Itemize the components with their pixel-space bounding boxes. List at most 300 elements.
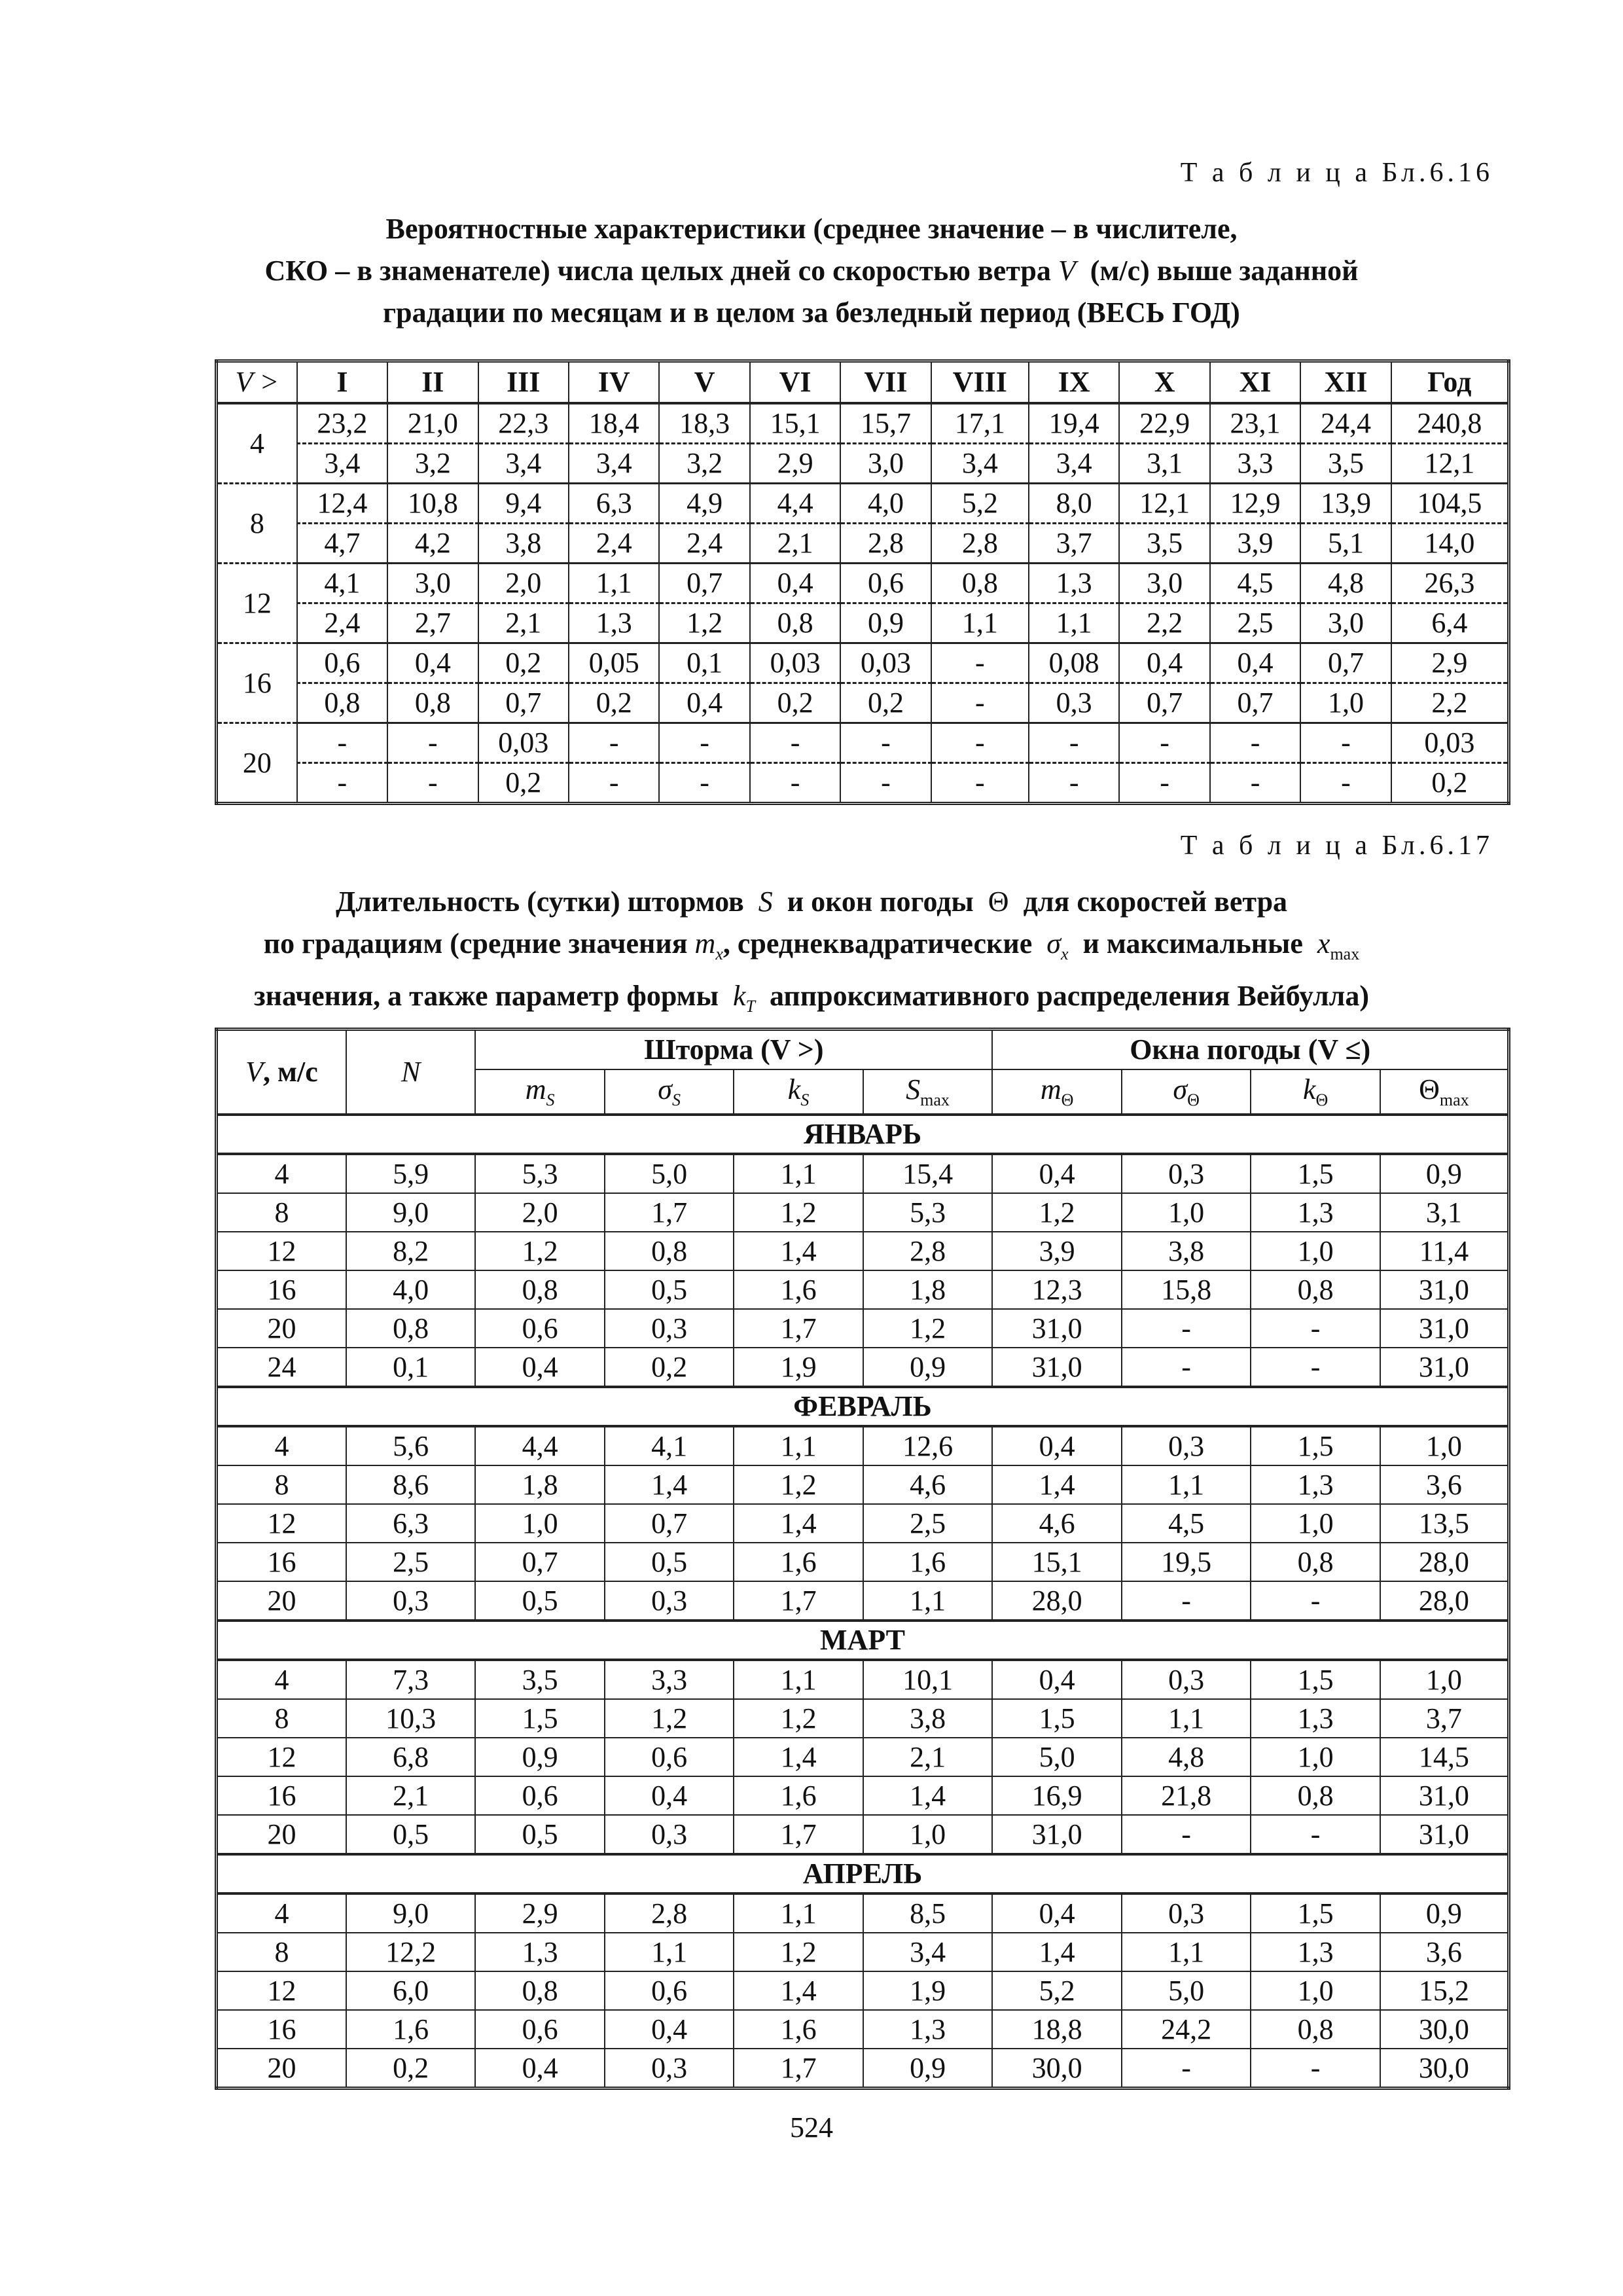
col-header-theta-max: $\Theta_{max}$	[1380, 1069, 1509, 1115]
table-cell: 1,6	[863, 1543, 993, 1581]
cell-std: 0,9	[840, 603, 931, 643]
cell-mean: 15,7	[840, 403, 931, 444]
table-cell: 31,0	[992, 1815, 1122, 1854]
cell-mean: 12,1	[1119, 484, 1209, 524]
cell-mean: -	[659, 723, 749, 763]
cell-mean: 15,1	[750, 403, 840, 444]
col-header-sigma-theta: $\sigma_\Theta$	[1122, 1069, 1251, 1115]
cell-mean: 0,4	[750, 564, 840, 603]
table-row	[217, 1543, 1509, 1581]
col-header-smax: $S_{max}$	[863, 1069, 993, 1115]
table-caption: Т а б л и ц а Бл.6.17	[1180, 831, 1493, 861]
table-cell: 0,6	[605, 1971, 734, 2010]
table-cell: 0,9	[863, 1348, 993, 1387]
table-cell: 0,8	[475, 1270, 604, 1309]
row-gradation: 20	[217, 723, 297, 804]
table-cell: 3,4	[863, 1933, 993, 1971]
cell-std: -	[1119, 763, 1209, 804]
table-cell: 31,0	[1380, 1815, 1509, 1854]
table-cell: 0,4	[475, 1348, 604, 1387]
table-cell: 0,2	[605, 1348, 734, 1387]
table-cell: 0,3	[605, 1581, 734, 1621]
table-cell: 1,3	[1251, 1465, 1380, 1504]
table-cell: 19,5	[1122, 1543, 1251, 1581]
cell-std: 0,7	[1119, 683, 1209, 723]
cell-std: 3,9	[1210, 524, 1300, 564]
cell-mean: -	[1300, 723, 1391, 763]
cell-std: -	[297, 763, 387, 804]
cell-mean: -	[931, 723, 1029, 763]
table-row	[217, 1426, 1509, 1465]
table-cell: 0,3	[1122, 1426, 1251, 1465]
col-header-month: VIII	[931, 361, 1029, 404]
cell-mean: 4,9	[659, 484, 749, 524]
table-cell: 28,0	[1380, 1543, 1509, 1581]
table-cell: 0,9	[863, 2049, 993, 2089]
table-cell: 12	[217, 1738, 346, 1776]
month-section-header: ФЕВРАЛЬ	[217, 1387, 1509, 1426]
table-cell: 2,1	[346, 1776, 476, 1815]
table-cell: 1,0	[1251, 1971, 1380, 2010]
table-cell: 3,6	[1380, 1465, 1509, 1504]
table-cell: 1,8	[475, 1465, 604, 1504]
table-cell: 2,5	[863, 1504, 993, 1543]
table-cell: -	[1251, 1581, 1380, 1621]
storm-duration-table	[215, 1028, 1510, 2090]
table-cell: 13,5	[1380, 1504, 1509, 1543]
table-cell: 1,9	[734, 1348, 863, 1387]
table-cell: 1,4	[734, 1232, 863, 1270]
title-line: Вероятностные характеристики (среднее значение – в числителе,	[385, 213, 1238, 245]
cell-mean: 0,03	[478, 723, 569, 763]
table-row	[217, 1193, 1509, 1232]
cell-std: 12,1	[1391, 444, 1509, 484]
table-cell: 30,0	[992, 2049, 1122, 2089]
cell-mean: 0,03	[1391, 723, 1509, 763]
table-cell: 30,0	[1380, 2049, 1509, 2089]
table-cell: 3,8	[863, 1699, 993, 1738]
table-cell: 1,1	[863, 1581, 993, 1621]
cell-std: 3,2	[659, 444, 749, 484]
cell-mean: -	[1029, 723, 1119, 763]
table-title	[0, 881, 1623, 1028]
table-cell: 0,6	[475, 1309, 604, 1348]
table-cell: 6,0	[346, 1971, 476, 2010]
col-header-month: VII	[840, 361, 931, 404]
cell-mean: 10,8	[387, 484, 478, 524]
cell-mean: 8,0	[1029, 484, 1119, 524]
table-cell: 1,3	[1251, 1933, 1380, 1971]
table-cell: 1,1	[605, 1933, 734, 1971]
col-header-month: I	[297, 361, 387, 404]
cell-std: 1,0	[1300, 683, 1391, 723]
cell-mean: 104,5	[1391, 484, 1509, 524]
table-cell: 0,3	[1122, 1893, 1251, 1933]
table-cell: 1,2	[992, 1193, 1122, 1232]
table-cell: -	[1251, 2049, 1380, 2089]
cell-std: 2,4	[659, 524, 749, 564]
table-cell: 1,5	[1251, 1426, 1380, 1465]
title-line: по градациям (средние значения $m_x$, среднеквадратические $\sigma_x$ и максимальные $x_{max}$	[263, 927, 1360, 963]
cell-std: 0,2	[478, 763, 569, 804]
table-row	[217, 1348, 1509, 1387]
cell-std: -	[931, 763, 1029, 804]
table-cell: 31,0	[992, 1348, 1122, 1387]
table-cell: 2,8	[863, 1232, 993, 1270]
cell-std: 3,0	[1300, 603, 1391, 643]
cell-std: -	[750, 763, 840, 804]
table-cell: 1,5	[1251, 1893, 1380, 1933]
cell-std: 3,0	[840, 444, 931, 484]
table-cell: 1,7	[734, 1815, 863, 1854]
table-cell: 1,3	[863, 2010, 993, 2049]
table-cell: 8,2	[346, 1232, 476, 1270]
cell-std: 2,8	[931, 524, 1029, 564]
cell-std: 1,1	[1029, 603, 1119, 643]
table-cell: 10,1	[863, 1660, 993, 1699]
table-cell: 28,0	[1380, 1581, 1509, 1621]
table-cell: 4,0	[346, 1270, 476, 1309]
table-cell: -	[1122, 1581, 1251, 1621]
cell-mean: -	[569, 723, 659, 763]
table-cell: 31,0	[1380, 1348, 1509, 1387]
cell-mean: 0,4	[1210, 643, 1300, 683]
cell-mean: 24,4	[1300, 403, 1391, 444]
cell-std: 1,2	[659, 603, 749, 643]
cell-std: 2,8	[840, 524, 931, 564]
cell-std: 2,4	[569, 524, 659, 564]
cell-std: 0,8	[387, 683, 478, 723]
table-cell: 1,2	[734, 1193, 863, 1232]
table-cell: 1,4	[605, 1465, 734, 1504]
table-cell: 0,4	[992, 1426, 1122, 1465]
cell-std: 0,2	[1391, 763, 1509, 804]
table-row	[217, 2010, 1509, 2049]
table-cell: 1,2	[734, 1699, 863, 1738]
table-cell: 1,8	[863, 1270, 993, 1309]
table-cell: 12,3	[992, 1270, 1122, 1309]
table-cell: 15,2	[1380, 1971, 1509, 2010]
table-cell: 30,0	[1380, 2010, 1509, 2049]
cell-mean: 17,1	[931, 403, 1029, 444]
table-cell: 2,5	[346, 1543, 476, 1581]
table-cell: 3,3	[605, 1660, 734, 1699]
table-cell: 1,6	[734, 1543, 863, 1581]
table-cell: 1,0	[1251, 1232, 1380, 1270]
table-cell: 8,5	[863, 1893, 993, 1933]
cell-std: 4,2	[387, 524, 478, 564]
table-cell: 0,3	[605, 2049, 734, 2089]
table-cell: 3,6	[1380, 1933, 1509, 1971]
table-cell: 0,7	[605, 1504, 734, 1543]
table-cell: 5,0	[605, 1154, 734, 1193]
table-cell: 1,3	[1251, 1193, 1380, 1232]
cell-std: 0,3	[1029, 683, 1119, 723]
cell-mean: 0,08	[1029, 643, 1119, 683]
cell-mean: -	[297, 723, 387, 763]
cell-mean: 9,4	[478, 484, 569, 524]
table-cell: 1,1	[734, 1426, 863, 1465]
cell-mean: 0,1	[659, 643, 749, 683]
cell-mean: 0,4	[387, 643, 478, 683]
table-cell: 3,8	[1122, 1232, 1251, 1270]
table-cell: 1,4	[992, 1933, 1122, 1971]
cell-std: 0,2	[840, 683, 931, 723]
cell-mean: -	[931, 643, 1029, 683]
table-cell: 4,6	[863, 1465, 993, 1504]
table-cell: 1,1	[1122, 1699, 1251, 1738]
cell-std: 3,3	[1210, 444, 1300, 484]
table-cell: 0,3	[1122, 1660, 1251, 1699]
col-header-v: V >	[217, 361, 297, 404]
table-cell: 0,5	[605, 1543, 734, 1581]
cell-mean: 13,9	[1300, 484, 1391, 524]
wind-days-table	[215, 359, 1510, 805]
month-section-header: МАРТ	[217, 1621, 1509, 1660]
table-cell: 4,6	[992, 1504, 1122, 1543]
cell-std: 2,1	[750, 524, 840, 564]
table-cell: 31,0	[992, 1309, 1122, 1348]
cell-std: 2,2	[1391, 683, 1509, 723]
cell-std: 0,7	[1210, 683, 1300, 723]
table-cell: 5,3	[475, 1154, 604, 1193]
table-cell: 28,0	[992, 1581, 1122, 1621]
cell-std: 1,3	[569, 603, 659, 643]
cell-std: 1,1	[931, 603, 1029, 643]
col-header-month: IX	[1029, 361, 1119, 404]
cell-mean: 0,4	[1119, 643, 1209, 683]
table-cell: 1,3	[475, 1933, 604, 1971]
table-cell: 24,2	[1122, 2010, 1251, 2049]
table-cell: 1,6	[734, 1270, 863, 1309]
table-cell: 12	[217, 1971, 346, 2010]
table-cell: 15,8	[1122, 1270, 1251, 1309]
table-row	[217, 1309, 1509, 1348]
cell-std: -	[931, 683, 1029, 723]
table-cell: 3,1	[1380, 1193, 1509, 1232]
cell-mean: 4,5	[1210, 564, 1300, 603]
table-cell: 5,9	[346, 1154, 476, 1193]
table-cell: 1,2	[605, 1699, 734, 1738]
table-cell: 16	[217, 2010, 346, 2049]
table-cell: 5,3	[863, 1193, 993, 1232]
cell-std: 6,4	[1391, 603, 1509, 643]
table-cell: 9,0	[346, 1893, 476, 1933]
table-cell: 1,2	[863, 1309, 993, 1348]
col-header-k-theta: $k_\Theta$	[1251, 1069, 1380, 1115]
table-cell: -	[1251, 1815, 1380, 1854]
table-caption: Т а б л и ц а Бл.6.16	[1180, 158, 1493, 188]
table-cell: 1,1	[734, 1660, 863, 1699]
table-cell: -	[1251, 1309, 1380, 1348]
table-cell: 0,8	[346, 1309, 476, 1348]
cell-std: 3,7	[1029, 524, 1119, 564]
table-cell: 1,4	[992, 1465, 1122, 1504]
table-cell: -	[1251, 1348, 1380, 1387]
cell-std: 0,4	[659, 683, 749, 723]
cell-mean: 21,0	[387, 403, 478, 444]
table-cell: 0,4	[992, 1154, 1122, 1193]
table-cell: 1,7	[734, 1309, 863, 1348]
table-cell: 1,6	[346, 2010, 476, 2049]
table-cell: 0,4	[992, 1660, 1122, 1699]
row-gradation: 4	[217, 403, 297, 484]
cell-mean: 0,05	[569, 643, 659, 683]
table-row	[217, 1465, 1509, 1504]
table-cell: 8	[217, 1465, 346, 1504]
cell-std: 2,2	[1119, 603, 1209, 643]
month-section-header: ЯНВАРЬ	[217, 1115, 1509, 1154]
table-cell: 6,3	[346, 1504, 476, 1543]
cell-mean: 0,2	[478, 643, 569, 683]
table-row	[217, 1581, 1509, 1621]
cell-std: 3,4	[931, 444, 1029, 484]
table-row	[217, 1893, 1509, 1933]
cell-std: 0,2	[569, 683, 659, 723]
table-cell: 0,8	[1251, 2010, 1380, 2049]
title-line: градации по месяцам и в целом за безледный период (ВЕСЬ ГОД)	[383, 296, 1240, 329]
cell-mean: 19,4	[1029, 403, 1119, 444]
table-row	[217, 1971, 1509, 2010]
table-cell: 4	[217, 1893, 346, 1933]
col-header-ks: $k_S$	[734, 1069, 863, 1115]
cell-std: 2,5	[1210, 603, 1300, 643]
table-cell: 0,8	[605, 1232, 734, 1270]
table-cell: 2,1	[863, 1738, 993, 1776]
cell-std: 0,8	[297, 683, 387, 723]
table-cell: 1,7	[734, 1581, 863, 1621]
cell-std: -	[569, 763, 659, 804]
table-cell: 0,9	[1380, 1154, 1509, 1193]
col-header-month: II	[387, 361, 478, 404]
cell-std: 3,1	[1119, 444, 1209, 484]
cell-std: -	[1029, 763, 1119, 804]
cell-std: 3,4	[569, 444, 659, 484]
cell-std: 3,4	[1029, 444, 1119, 484]
table-cell: 12	[217, 1504, 346, 1543]
table-cell: 4,5	[1122, 1504, 1251, 1543]
table-cell: 1,2	[734, 1933, 863, 1971]
table-cell: 8,6	[346, 1465, 476, 1504]
table-cell: 11,4	[1380, 1232, 1509, 1270]
cell-std: 0,7	[478, 683, 569, 723]
table-cell: 1,4	[734, 1504, 863, 1543]
cell-mean: 0,03	[840, 643, 931, 683]
cell-mean: 6,3	[569, 484, 659, 524]
cell-mean: 240,8	[1391, 403, 1509, 444]
table-cell: 15,1	[992, 1543, 1122, 1581]
table-row	[217, 2049, 1509, 2089]
table-cell: 18,8	[992, 2010, 1122, 2049]
cell-std: 0,8	[750, 603, 840, 643]
table-cell: 20	[217, 1581, 346, 1621]
col-header-m-theta: $m_\Theta$	[992, 1069, 1122, 1115]
table-cell: 16	[217, 1270, 346, 1309]
cell-mean: -	[1210, 723, 1300, 763]
table-cell: 10,3	[346, 1699, 476, 1738]
table-cell: 2,8	[605, 1893, 734, 1933]
table-cell: 1,0	[475, 1504, 604, 1543]
cell-std: 3,4	[478, 444, 569, 484]
cell-std: -	[387, 763, 478, 804]
table-cell: 16,9	[992, 1776, 1122, 1815]
title-line: значения, а также параметр формы $k_T$ аппроксимативного распределения Вейбулла)	[254, 979, 1369, 1016]
cell-mean: 0,7	[1300, 643, 1391, 683]
col-header-month: Год	[1391, 361, 1509, 404]
table-row	[217, 1232, 1509, 1270]
cell-std: 5,1	[1300, 524, 1391, 564]
table-cell: 1,5	[992, 1699, 1122, 1738]
cell-std: 2,9	[750, 444, 840, 484]
table-cell: 12	[217, 1232, 346, 1270]
cell-mean: 23,1	[1210, 403, 1300, 444]
table-cell: 20	[217, 2049, 346, 2089]
table-cell: 1,6	[734, 2010, 863, 2049]
cell-std: 3,8	[478, 524, 569, 564]
cell-mean: 1,3	[1029, 564, 1119, 603]
table-cell: 0,9	[1380, 1893, 1509, 1933]
title-line: Длительность (сутки) штормов S и окон погоды Θ для скоростей ветра	[335, 886, 1288, 918]
table-cell: 1,7	[605, 1193, 734, 1232]
cell-mean: 5,2	[931, 484, 1029, 524]
table-cell: 4	[217, 1660, 346, 1699]
table-cell: 2,9	[475, 1893, 604, 1933]
table-cell: 7,3	[346, 1660, 476, 1699]
row-gradation: 16	[217, 643, 297, 723]
table-cell: 1,1	[734, 1893, 863, 1933]
table-cell: 1,1	[1122, 1465, 1251, 1504]
cell-mean: 3,0	[387, 564, 478, 603]
table-cell: 0,6	[475, 2010, 604, 2049]
cell-std: 4,7	[297, 524, 387, 564]
row-gradation: 12	[217, 564, 297, 643]
cell-mean: 23,2	[297, 403, 387, 444]
group-header-storms: Шторма (V >)	[475, 1030, 992, 1070]
table-cell: 1,4	[734, 1971, 863, 2010]
table-cell: 1,6	[734, 1776, 863, 1815]
table-cell: 3,7	[1380, 1699, 1509, 1738]
table-cell: 0,5	[475, 1815, 604, 1854]
cell-mean: 2,0	[478, 564, 569, 603]
table-cell: 1,5	[1251, 1660, 1380, 1699]
cell-std: 3,2	[387, 444, 478, 484]
col-header-month: X	[1119, 361, 1209, 404]
cell-std: 2,1	[478, 603, 569, 643]
table-cell: 5,0	[992, 1738, 1122, 1776]
table-cell: 6,8	[346, 1738, 476, 1776]
cell-std: -	[840, 763, 931, 804]
table-cell: 0,3	[1122, 1154, 1251, 1193]
table-cell: 8	[217, 1933, 346, 1971]
table-cell: -	[1122, 1309, 1251, 1348]
cell-mean: 0,7	[659, 564, 749, 603]
table-row	[217, 1933, 1509, 1971]
table-cell: 0,4	[475, 2049, 604, 2089]
table-cell: 0,4	[992, 1893, 1122, 1933]
cell-mean: 18,3	[659, 403, 749, 444]
cell-mean: 0,8	[931, 564, 1029, 603]
table-cell: 0,3	[605, 1309, 734, 1348]
table-cell: 1,0	[1251, 1504, 1380, 1543]
table-cell: 1,3	[1251, 1699, 1380, 1738]
table-cell: 5,2	[992, 1971, 1122, 2010]
table-cell: -	[1122, 1348, 1251, 1387]
table-cell: 16	[217, 1543, 346, 1581]
table-cell: 12,2	[346, 1933, 476, 1971]
table-cell: 0,7	[475, 1543, 604, 1581]
cell-mean: 4,8	[1300, 564, 1391, 603]
table-cell: 0,6	[605, 1738, 734, 1776]
